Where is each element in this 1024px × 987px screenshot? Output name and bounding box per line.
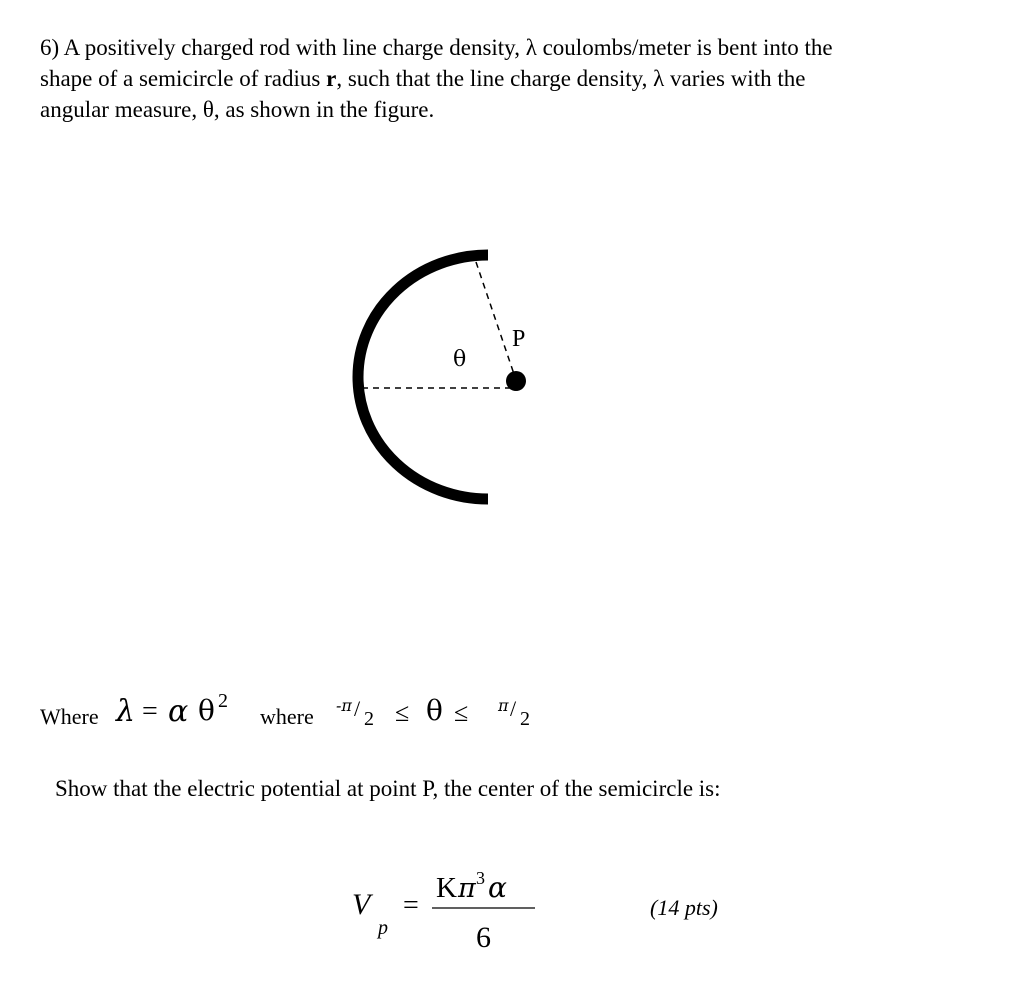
lambda-symbol: λ [116,694,136,729]
denominator-six: 6 [476,921,491,954]
theta-label: θ [453,347,467,372]
problem-number: 6) [40,35,60,60]
exponent-2: 2 [218,690,228,712]
leq-sign-1: ≤ [395,698,410,727]
upper-bound-denominator: 2 [520,708,530,730]
problem-text-2a: shape of a semicircle of radius [40,66,327,91]
numerator-alpha: α [488,871,507,904]
points-value: (14 pts) [650,895,718,920]
lower-bound-slash: / [354,696,361,721]
equals-sign: = [142,696,158,727]
where-label-1: Where [40,704,99,729]
numerator-exponent: 3 [476,868,485,888]
upper-bound-numerator: π [498,696,509,715]
lower-bound-numerator: -π [336,696,352,715]
potential-subscript-p: p [378,917,388,939]
radius-symbol: r [326,66,337,91]
problem-text-1: A positively charged rod with line charge density, λ coulombs/meter is bent into the [63,35,833,60]
theta-squared: θ [198,694,215,727]
potential-v: V [352,888,371,921]
point-p-label: P [512,326,526,352]
where-label-2: where [260,704,314,729]
problem-text-2b: , such that the line charge density, λ varies with the [336,66,806,91]
alpha-symbol: α [168,694,189,729]
answer-equals: = [403,890,419,921]
leq-sign-2: ≤ [454,698,469,727]
theta-symbol: θ [426,694,443,727]
problem-text-3: angular measure, θ, as shown in the figure. [40,97,435,122]
lower-bound-denominator: 2 [364,708,374,730]
upper-bound-slash: / [510,696,517,721]
numerator-k: K [436,872,457,904]
numerator-pi: π [458,873,476,904]
instruction-text: Show that the electric potential at point P, the center of the semicircle is: [55,776,721,801]
